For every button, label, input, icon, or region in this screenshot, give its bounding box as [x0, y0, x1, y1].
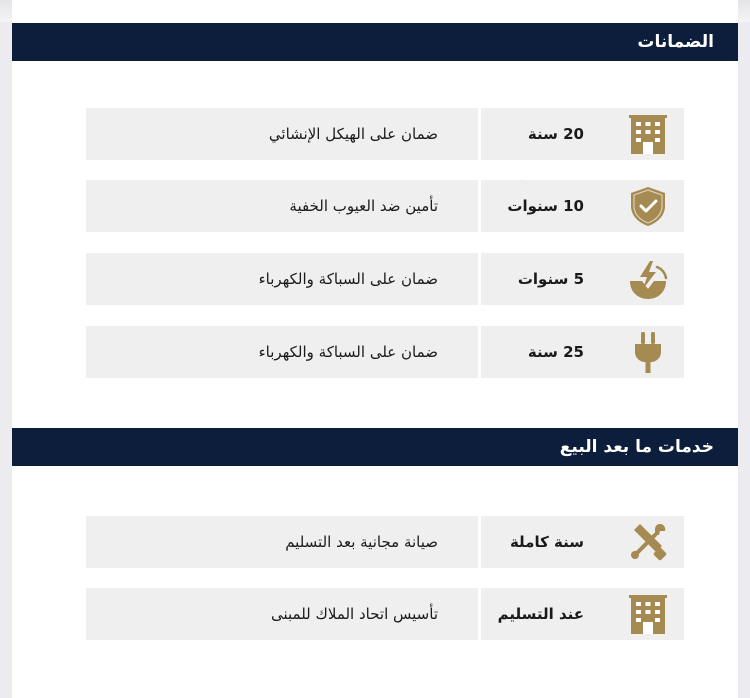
plug-icon: [626, 330, 670, 374]
warranty-row: [86, 180, 684, 232]
warranties-title: الضمانات: [637, 32, 714, 52]
warranty-duration: 10 سنوات: [507, 197, 584, 215]
warranty-description: ضمان على السباكة والكهرباء: [86, 326, 478, 378]
service-value-cell: [481, 588, 684, 640]
after-sales-title: خدمات ما بعد البيع: [559, 437, 714, 457]
service-row: [86, 516, 684, 568]
warranty-value-cell: [481, 180, 684, 232]
service-value-cell: [481, 516, 684, 568]
warranty-duration: 25 سنة: [527, 343, 584, 361]
building-icon: [626, 112, 670, 156]
shield-check-icon: [626, 184, 670, 228]
warranty-duration: 20 سنة: [527, 125, 584, 143]
warranty-value-cell: [481, 253, 684, 305]
warranty-description: ضمان على الهيكل الإنشائي: [86, 108, 478, 160]
warranty-value-cell: [481, 108, 684, 160]
building-icon: [626, 592, 670, 636]
warranty-value-cell: [481, 326, 684, 378]
service-period: عند التسليم: [497, 605, 584, 623]
warranty-duration: 5 سنوات: [517, 270, 584, 288]
warranty-row: [86, 108, 684, 160]
service-description: صيانة مجانية بعد التسليم: [86, 516, 478, 568]
warranty-description: ضمان على السباكة والكهرباء: [86, 253, 478, 305]
service-description: تأسيس اتحاد الملاك للمبنى: [86, 588, 478, 640]
warranties-header: [12, 23, 738, 61]
electric-bolt-icon: [626, 257, 670, 301]
warranty-row: [86, 326, 684, 378]
after-sales-header: [12, 428, 738, 466]
warranty-description: تأمين ضد العيوب الخفية: [86, 180, 478, 232]
warranty-row: [86, 253, 684, 305]
service-period: سنة كاملة: [509, 533, 584, 551]
tools-icon: [626, 520, 670, 564]
service-row: [86, 588, 684, 640]
